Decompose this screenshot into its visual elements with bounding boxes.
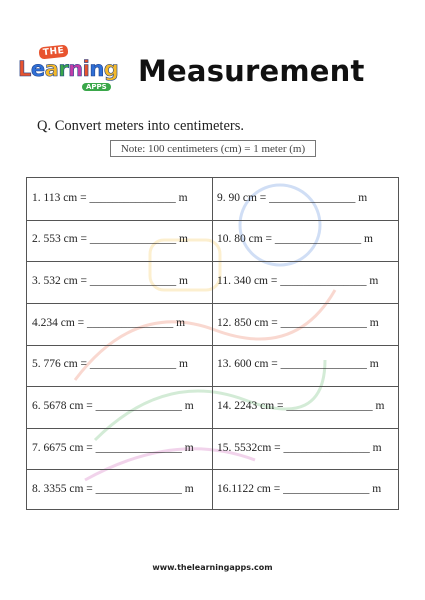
question-text: Q. Convert meters into centimeters. bbox=[37, 118, 244, 134]
logo-letter: g bbox=[103, 57, 119, 81]
grid-row-line bbox=[27, 303, 398, 304]
problem-grid bbox=[26, 177, 399, 510]
problem-item: 5. 776 cm = _______________ m bbox=[32, 358, 188, 371]
logo-letter: i bbox=[82, 57, 90, 81]
problem-item: 13. 600 cm = _______________ m bbox=[217, 358, 379, 371]
problem-item: 14. 2243 cm = _______________ m bbox=[217, 399, 385, 412]
logo-apps-text: APPS bbox=[82, 83, 111, 91]
logo-letter: r bbox=[58, 57, 69, 81]
grid-row-line bbox=[27, 469, 398, 470]
problem-item: 3. 532 cm = _______________ m bbox=[32, 275, 188, 288]
problem-item: 8. 3355 cm = _______________ m bbox=[32, 483, 194, 496]
page-title: Measurement bbox=[138, 54, 365, 88]
problem-item: 9. 90 cm = _______________ m bbox=[217, 191, 368, 204]
grid-row-line bbox=[27, 345, 398, 346]
note-box: Note: 100 centimeters (cm) = 1 meter (m) bbox=[110, 140, 316, 157]
grid-row-line bbox=[27, 386, 398, 387]
problem-item: 15. 5532cm = _______________ m bbox=[217, 441, 382, 454]
logo-letter: n bbox=[68, 57, 83, 81]
problem-item: 11. 340 cm = _______________ m bbox=[217, 275, 379, 288]
problem-item: 6. 5678 cm = _______________ m bbox=[32, 399, 194, 412]
problem-item: 16.1122 cm = _______________ m bbox=[217, 483, 382, 496]
problem-item: 7. 6675 cm = _______________ m bbox=[32, 441, 194, 454]
problem-item: 12. 850 cm = _______________ m bbox=[217, 316, 379, 329]
logo-letter: n bbox=[89, 57, 104, 81]
grid-row-line bbox=[27, 220, 398, 221]
problem-item: 1. 113 cm = _______________ m bbox=[32, 191, 188, 204]
problem-item: 2. 553 cm = _______________ m bbox=[32, 233, 188, 246]
grid-row-line bbox=[27, 428, 398, 429]
logo-learning-text bbox=[18, 57, 118, 81]
logo-the-text: THE bbox=[38, 45, 68, 60]
problem-item: 10. 80 cm = _______________ m bbox=[217, 233, 373, 246]
footer-url: www.thelearningapps.com bbox=[152, 563, 273, 572]
column-divider bbox=[212, 178, 213, 509]
grid-row-line bbox=[27, 261, 398, 262]
problem-item: 4.234 cm = _______________ m bbox=[32, 316, 186, 329]
brand-logo bbox=[18, 46, 128, 94]
logo-letter: a bbox=[44, 57, 59, 81]
logo-letter: e bbox=[30, 57, 45, 81]
logo-letter: L bbox=[18, 57, 31, 81]
